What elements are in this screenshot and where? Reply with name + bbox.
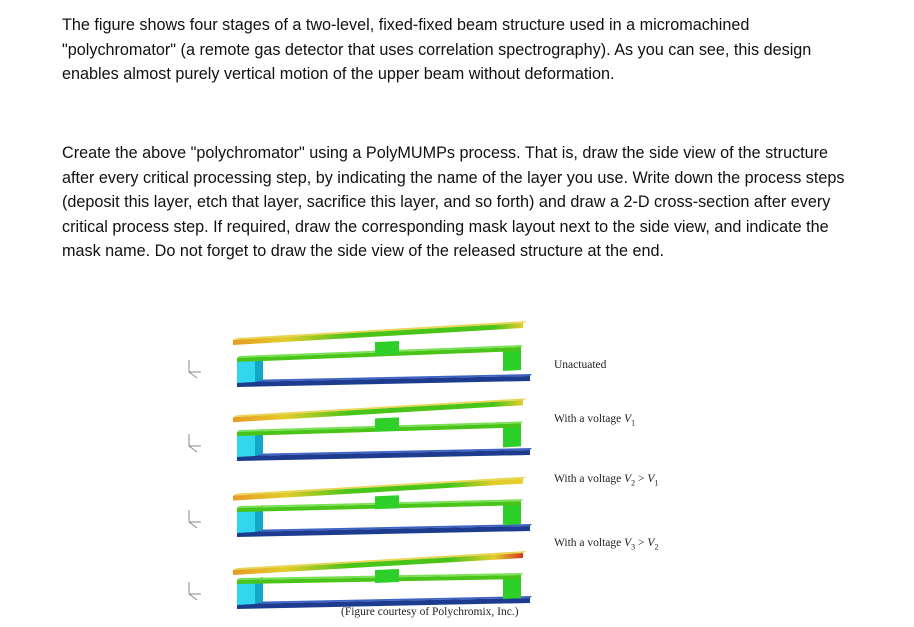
- stage-label-prefix: With a voltage: [554, 413, 625, 425]
- upper-beam-top: [233, 321, 527, 340]
- intro-paragraph: The figure shows four stages of a two-level, fixed-fixed beam structure used in a micromachined "polychromator" (a remote gas detector that uses correlation spectrography). As you can see, this design enables almost purely vertical motion of the upper beam without deformation.: [62, 16, 812, 83]
- figure-caption: (Figure courtesy of Polychromix, Inc.): [341, 606, 519, 618]
- beam-structure-drawing: [175, 462, 545, 542]
- upper-beam: [233, 323, 523, 345]
- beam-structure-drawing: [175, 534, 545, 614]
- center-post: [375, 341, 399, 355]
- stage-unactuated: [175, 312, 735, 392]
- axis-triad-icon: [189, 446, 197, 452]
- axis-triad-icon: [189, 372, 197, 378]
- center-post: [375, 417, 399, 431]
- center-post: [375, 495, 399, 509]
- axis-triad-icon: [189, 360, 201, 372]
- axis-triad-icon: [189, 510, 201, 522]
- axis-triad-icon: [189, 594, 197, 600]
- task-paragraph: Create the above "polychromator" using a PolyMUMPs process. That is, draw the side view of the structure after every critical processing step, by indicating the name of the layer you use. Write down the process steps (deposit this layer, etch that layer, sacrifice this layer, and so forth) and draw a 2-D cross-section after every critical process step. If required, draw the corresponding mask layout next to the side view, and indicate the mask name. Do not forget to draw the side view of the released structure at the end.: [62, 144, 845, 260]
- upper-beam-top: [233, 398, 527, 417]
- upper-beam-top: [233, 551, 527, 570]
- stage-label-text: Unactuated: [554, 359, 607, 371]
- axis-triad-icon: [189, 434, 201, 446]
- stage-label-expr: $V_3 > V_2$: [624, 537, 659, 552]
- stage-label-expr: $V_2 > V_1$: [624, 473, 659, 488]
- stage-label-prefix: With a voltage: [554, 537, 625, 549]
- axis-triad-icon: [189, 582, 201, 594]
- center-post: [375, 569, 399, 583]
- stage-label-expr: $V_1$: [624, 413, 636, 428]
- stage-label: [554, 359, 606, 371]
- beam-structure-drawing: [175, 386, 545, 466]
- upper-beam-top: [233, 477, 527, 496]
- polychromator-figure: [175, 312, 735, 622]
- stage-voltage-v3: [175, 534, 735, 614]
- stage-label: [554, 413, 635, 427]
- beam-structure-drawing: [175, 312, 545, 392]
- stage-voltage-v2: [175, 462, 735, 542]
- stage-label: [554, 473, 658, 487]
- axis-triad-icon: [189, 522, 197, 528]
- stage-voltage-v1: [175, 386, 735, 466]
- stage-label-prefix: With a voltage: [554, 473, 625, 485]
- stage-label: [554, 537, 658, 551]
